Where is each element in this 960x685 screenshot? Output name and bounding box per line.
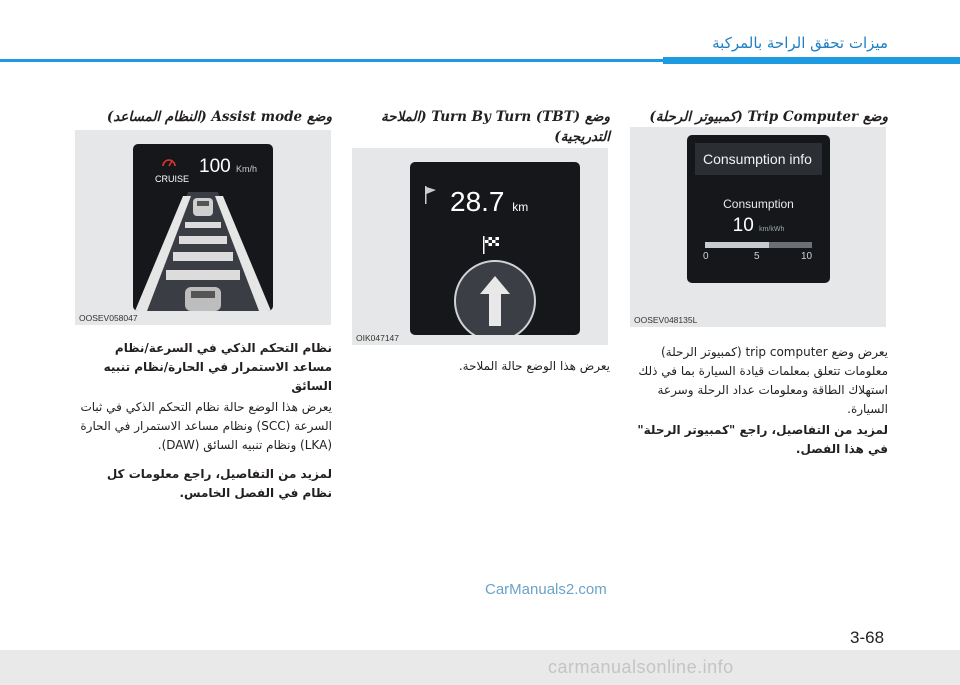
tbt-mode-title: وضع Turn By Turn (TBT) (الملاحة التدريجية): [380, 109, 610, 145]
trip-note: لمزيد من التفاصيل، راجع "كمبيوتر الرحلة" في هذا الفصل.: [637, 423, 888, 456]
watermark: CarManuals2.com: [485, 581, 607, 598]
assist-note: لمزيد من التفاصيل، راجع معلومات كل نظام في الفصل الخامس.: [106, 467, 332, 500]
trip-computer-display: [687, 135, 830, 283]
assist-mode-title: وضع Assist mode (النظام المساعد): [106, 109, 332, 125]
turn-indicator: [454, 260, 536, 335]
consumption-value: [687, 215, 830, 237]
cruise-label: CRUISE: [155, 174, 190, 184]
assist-heading: نظام التحكم الذكي في السرعة/نظام مساعد الاستمرار في الحارة/نظام تنبيه السائق: [103, 341, 332, 393]
figure-code: OOSEV048135L: [634, 315, 698, 325]
tbt-distance: [450, 186, 528, 218]
chapter-title: ميزات تحقق الراحة بالمركبة: [712, 34, 888, 52]
assist-figure: [75, 130, 331, 325]
figure-code: OIK047147: [356, 333, 400, 343]
header-accent-bar: [663, 57, 960, 64]
trip-mode-description: [628, 343, 888, 459]
footer-strip: [0, 650, 960, 685]
assist-body: يعرض هذا الوضع حالة نظام التحكم الذكي في ثبات السرعة (SCC) ونظام مساعد الاستمرار في الحارة (LKA) ونظام تنبيه السائق (DAW).: [80, 400, 332, 452]
consumption-label: Consumption: [723, 197, 794, 211]
gauge-tick-max: 10: [801, 251, 813, 262]
set-speed-value: 100: [199, 156, 231, 177]
trip-body: يعرض وضع trip computer (كمبيوتر الرحلة) معلومات تتعلق بمعلمات قيادة السيارة بما في ذلك استهلاك الطاقة ومعلومات عداد الرحلة وسرعة السيارة.: [638, 345, 888, 416]
straight-arrow-icon: [480, 276, 510, 326]
consumption-number: 10: [732, 215, 754, 236]
consumption-gauge-fill: [705, 242, 769, 248]
assist-display: [133, 144, 273, 311]
set-speed-unit: Km/h: [235, 164, 257, 174]
tbt-display: [410, 162, 580, 335]
trip-mode-title: وضع Trip Computer (كمبيوتر الرحلة): [649, 109, 888, 125]
page-number: 3-68: [850, 628, 885, 647]
destination-flag-icon: [424, 186, 436, 204]
tbt-figure: [352, 148, 608, 345]
consumption-info-header: Consumption info: [695, 143, 822, 175]
lane-road-graphic: [133, 192, 273, 311]
assist-mode-description: [74, 339, 332, 503]
trip-computer-figure: [630, 127, 886, 327]
gauge-tick-mid: 5: [754, 251, 760, 262]
tbt-distance-unit: km: [512, 200, 529, 214]
set-speed: [199, 156, 257, 178]
consumption-gauge: [705, 242, 812, 248]
tbt-mode-description: يعرض هذا الوضع حالة الملاحة.: [458, 359, 610, 373]
figure-code: OOSEV058047: [79, 313, 138, 323]
consumption-unit: km/kWh: [759, 226, 785, 233]
footer-site: carmanualsonline.info: [548, 657, 734, 677]
tbt-distance-value: 28.7: [450, 186, 505, 217]
gauge-tick-min: 0: [703, 251, 709, 262]
cruise-gauge-icon: [161, 154, 177, 170]
checkered-flag-icon: [482, 236, 500, 254]
